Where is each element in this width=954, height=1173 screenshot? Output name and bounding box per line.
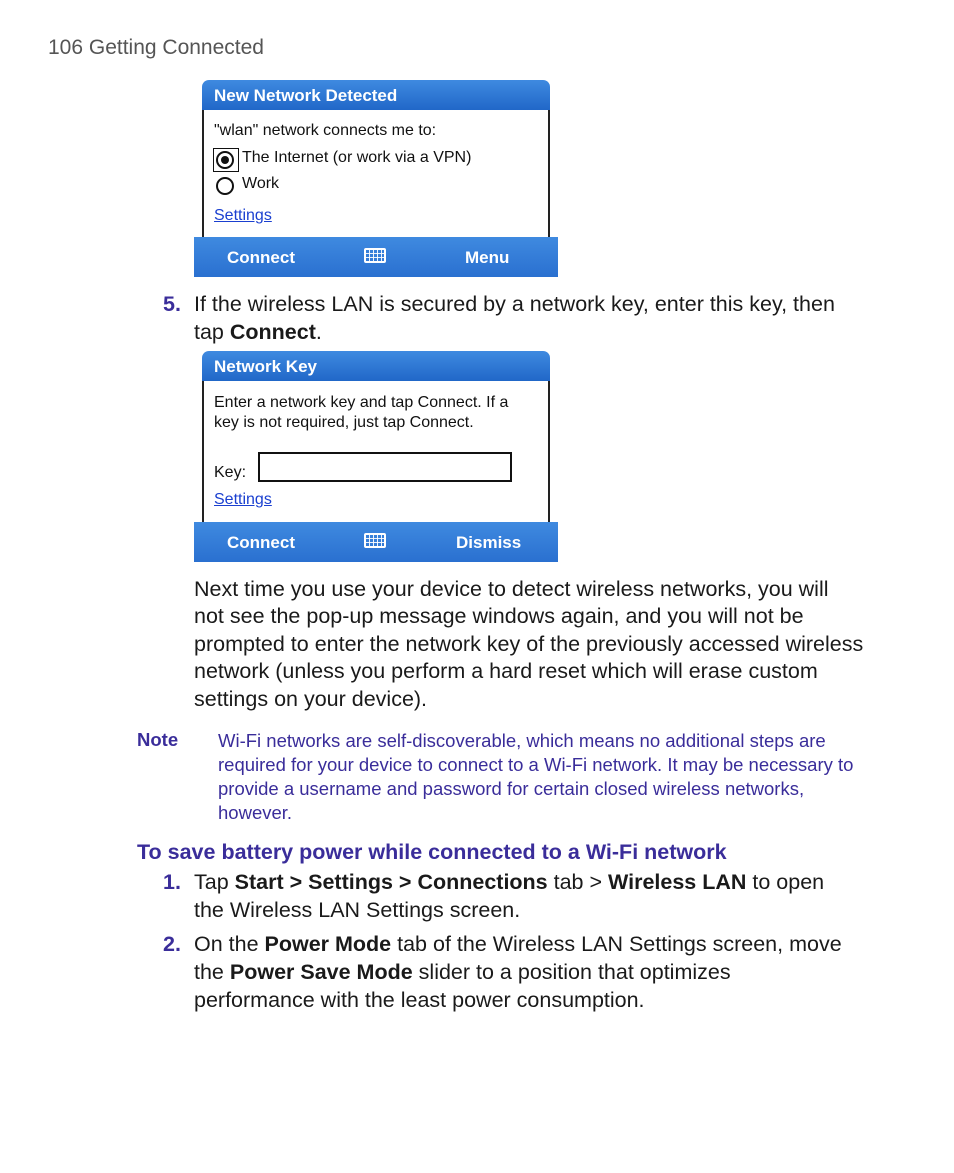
keyboard-icon[interactable] [364,533,386,548]
radio-work[interactable] [216,177,234,195]
section-heading: To save battery power while connected to a Wi-Fi network [137,840,727,864]
network-key-screenshot [194,351,558,562]
softkey-bar [194,522,558,562]
settings-link[interactable]: Settings [214,491,272,508]
step-number: 1. [163,870,181,894]
menu-softkey[interactable]: Menu [465,248,510,267]
step-text: If the wireless LAN is secured by a network key, enter this key, then tap Connect. [194,292,835,344]
step-number: 2. [163,932,181,956]
note-text: Wi-Fi networks are self-discoverable, which means no additional steps are required for your device to connect to a Wi-Fi network. It may be necessary to provide a username and password for certain closed wireless networks, however. [218,730,854,823]
page-header: 106 Getting Connected [48,36,264,59]
dialog-body [202,381,550,522]
connect-softkey[interactable]: Connect [227,533,295,552]
network-key-input[interactable] [258,452,512,482]
new-network-detected-screenshot [194,80,558,277]
dialog-title: Network Key [202,351,550,381]
softkey-bar [194,237,558,277]
body-paragraph: Next time you use your device to detect wireless networks, you will not see the pop-up message windows again, and you will not be prompted to enter the network key of the previously accessed wireless network (unless you perform a hard reset which will erase custom settings on your device). [194,577,864,711]
dialog-title: New Network Detected [202,80,550,110]
step-text: On the Power Mode tab of the Wireless LAN Settings screen, move the Power Save Mode slider to a position that optimizes performance with the least power consumption. [194,932,842,1012]
dialog-line-1: Enter a network key and tap Connect. If a [214,394,509,411]
key-label: Key: [214,464,247,481]
keyboard-icon[interactable] [364,248,386,263]
dialog-body [202,110,550,237]
step-number: 5. [163,292,181,316]
dismiss-softkey[interactable]: Dismiss [456,533,522,552]
step-text: Tap Start > Settings > Connections tab > Wireless LAN to open the Wireless LAN Settings screen. [194,870,825,922]
dialog-prompt: "wlan" network connects me to: [214,122,437,139]
settings-link[interactable]: Settings [214,207,272,224]
note-label: Note [137,729,179,750]
radio-internet[interactable] [216,151,234,169]
dialog-line-2: key is not required, just tap Connect. [214,414,474,431]
connect-softkey[interactable]: Connect [227,248,295,267]
option-internet-label: The Internet (or work via a VPN) [242,149,472,166]
option-work-label: Work [242,175,280,192]
